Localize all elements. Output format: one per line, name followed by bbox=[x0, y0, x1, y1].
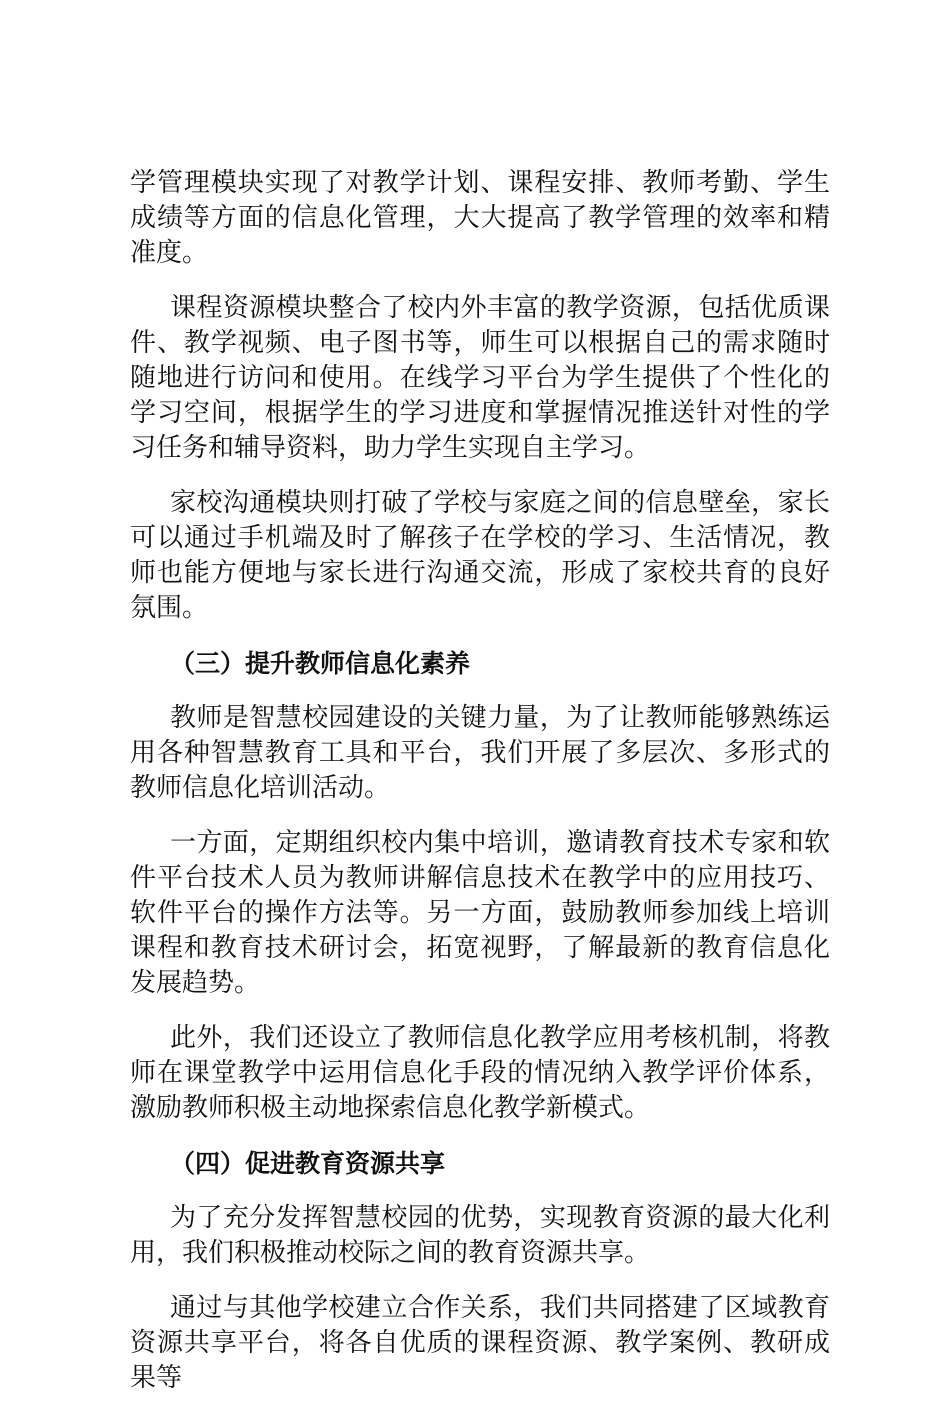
paragraph: 家校沟通模块则打破了学校与家庭之间的信息壁垒，家长可以通过手机端及时了解孩子在学校的学习、生活情况，教师也能方便地与家长进行沟通交流，形成了家校共育的良好氛围。 bbox=[130, 488, 830, 623]
paragraph: 为了充分发挥智慧校园的优势，实现教育资源的最大化利用，我们积极推动校际之间的教育资源共享。 bbox=[130, 1203, 830, 1268]
paragraph: 学管理模块实现了对教学计划、课程安排、教师考勤、学生成绩等方面的信息化管理，大大提高了教学管理的效率和精准度。 bbox=[130, 168, 830, 268]
document-body bbox=[130, 166, 830, 1416]
paragraph: 通过与其他学校建立合作关系，我们共同搭建了区域教育资源共享平台，将各自优质的课程资源、教学案例、教研成果等 bbox=[130, 1293, 830, 1393]
section-heading: （四）促进教育资源共享 bbox=[170, 1149, 446, 1178]
paragraph: 一方面，定期组织校内集中培训，邀请教育技术专家和软件平台技术人员为教师讲解信息技术在教学中的应用技巧、软件平台的操作方法等。另一方面，鼓励教师参加线上培训课程和教育技术研讨会，拓宽视野，了解最新的教育信息化发展趋势。 bbox=[130, 828, 830, 998]
section-heading: （三）提升教师信息化素养 bbox=[170, 649, 471, 678]
paragraph: 课程资源模块整合了校内外丰富的教学资源，包括优质课件、教学视频、电子图书等，师生可以根据自己的需求随时随地进行访问和使用。在线学习平台为学生提供了个性化的学习空间，根据学生的学习进度和掌握情况推送针对性的学习任务和辅导资料，助力学生实现自主学习。 bbox=[130, 293, 830, 463]
paragraph: 教师是智慧校园建设的关键力量，为了让教师能够熟练运用各种智慧教育工具和平台，我们开展了多层次、多形式的教师信息化培训活动。 bbox=[130, 703, 830, 803]
paragraph: 此外，我们还设立了教师信息化教学应用考核机制，将教师在课堂教学中运用信息化手段的情况纳入教学评价体系，激励教师积极主动地探索信息化教学新模式。 bbox=[130, 1023, 830, 1123]
